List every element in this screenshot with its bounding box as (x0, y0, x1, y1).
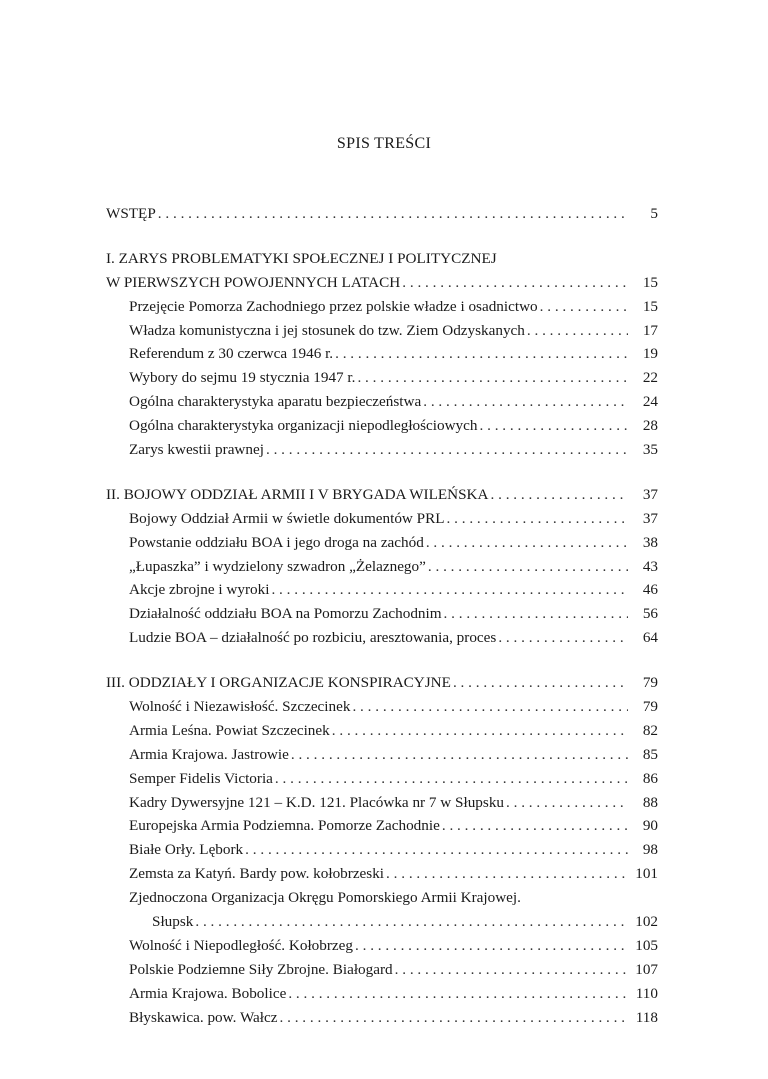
toc-entry-page: 101 (635, 865, 658, 883)
dot-leader (444, 602, 628, 626)
toc-entry-page: 86 (642, 769, 658, 787)
toc-subentry[interactable] (106, 1006, 658, 1030)
toc-entry-label: Semper Fidelis Victoria (129, 769, 273, 787)
table-of-contents (106, 202, 658, 1051)
dot-leader (357, 366, 628, 390)
toc-entry-label: Białe Orły. Lębork (129, 841, 244, 859)
toc-entry[interactable] (106, 202, 658, 226)
toc-entry-page: 17 (642, 321, 658, 339)
toc-subentry[interactable] (106, 438, 658, 462)
toc-entry-label: Błyskawica. pow. Wałcz (129, 1008, 278, 1026)
toc-subentry[interactable] (106, 555, 658, 579)
dot-leader (352, 695, 628, 719)
toc-subentry[interactable] (106, 578, 658, 602)
dot-leader (335, 342, 628, 366)
toc-entry-page: 90 (642, 817, 658, 835)
toc-entry-label: Polskie Podziemne Siły Zbrojne. Białogard (129, 960, 393, 978)
dot-leader (527, 319, 628, 343)
toc-entry-page: 15 (642, 297, 658, 315)
dot-leader (506, 791, 628, 815)
dot-leader (442, 814, 628, 838)
toc-entry-page: 46 (642, 581, 658, 599)
toc-entry-page: 24 (642, 393, 658, 411)
toc-entry-page: 28 (642, 417, 658, 435)
toc-entry-page: 56 (642, 605, 658, 623)
toc-entry-label: Ogólna charakterystyka aparatu bezpieczeństwa (129, 393, 422, 411)
toc-subentry[interactable] (106, 626, 658, 650)
toc-entry-label: WSTĘP (106, 205, 156, 222)
dot-leader (158, 202, 628, 226)
toc-entry-page: 105 (635, 936, 658, 954)
toc-entry-label: Władza komunistyczna i jej stosunek do tzw. Ziem Odzyskanych (129, 321, 525, 339)
toc-chapter-heading[interactable] (106, 483, 658, 507)
toc-entry-label: Bojowy Oddział Armii w świetle dokumentów PRL (129, 509, 445, 527)
toc-subentry[interactable] (106, 862, 658, 886)
toc-entry-page: 98 (642, 841, 658, 859)
toc-entry-label: Zjednoczona Organizacja Okręgu Pomorskiego Armii Krajowej. (129, 889, 521, 907)
toc-entry-page: 88 (642, 793, 658, 811)
toc-entry-page: 118 (635, 1008, 658, 1026)
toc-subentry[interactable] (106, 886, 658, 910)
toc-entry-page: 82 (642, 721, 658, 739)
dot-leader (386, 862, 628, 886)
toc-chapter-title: III. ODDZIAŁY I ORGANIZACJE KONSPIRACYJNE (106, 674, 451, 692)
toc-entry-label: Wolność i Niepodległość. Kołobrzeg (129, 936, 354, 954)
toc-subentry[interactable] (106, 814, 658, 838)
toc-subentry[interactable] (106, 414, 658, 438)
toc-subentries (106, 507, 658, 650)
toc-subentry[interactable] (106, 743, 658, 767)
toc-subentries (106, 695, 658, 1029)
dot-leader (491, 483, 629, 507)
toc-subentry[interactable] (106, 838, 658, 862)
toc-entry-label: Armia Krajowa. Bobolice (129, 984, 287, 1002)
toc-subentry[interactable] (106, 390, 658, 414)
toc-entry-label: Wolność i Niezawisłość. Szczecinek (129, 698, 351, 716)
toc-subentry[interactable] (106, 366, 658, 390)
toc-subentry[interactable] (106, 767, 658, 791)
dot-leader (498, 626, 628, 650)
toc-entry-page: 35 (642, 441, 658, 459)
toc-subentry[interactable] (106, 791, 658, 815)
dot-leader (395, 958, 628, 982)
toc-entry-label: „Łupaszka” i wydzielony szwadron „Żelaznego” (129, 557, 426, 575)
dot-leader (275, 767, 628, 791)
dot-leader (426, 531, 628, 555)
toc-subentry[interactable] (106, 602, 658, 626)
toc-entry-label: Powstanie oddziału BOA i jego droga na zachód (129, 533, 424, 551)
dot-leader (447, 507, 628, 531)
toc-section-intro (106, 202, 658, 226)
dot-leader (271, 578, 628, 602)
toc-subentries (106, 295, 658, 462)
toc-entry-page: 15 (642, 273, 658, 291)
dot-leader (428, 555, 628, 579)
toc-entry-label: Europejska Armia Podziemna. Pomorze Zachodnie (129, 817, 440, 835)
toc-subentry[interactable] (106, 719, 658, 743)
toc-section-part3 (106, 671, 658, 1029)
dot-leader (291, 743, 628, 767)
dot-leader (453, 671, 628, 695)
toc-subentry[interactable] (106, 982, 658, 1006)
page-title: SPIS TREŚCI (336, 135, 432, 152)
dot-leader (540, 295, 628, 319)
toc-chapter-heading[interactable] (106, 671, 658, 695)
dot-leader (288, 982, 628, 1006)
toc-entry-page: 107 (635, 960, 658, 978)
toc-entry-page: 37 (642, 509, 658, 527)
toc-subentry[interactable] (106, 531, 658, 555)
toc-section-part1 (106, 247, 658, 462)
toc-entry-label-cont: Słupsk (152, 913, 194, 931)
toc-entry-page: 79 (642, 698, 658, 716)
dot-leader (355, 934, 628, 958)
toc-entry-page: 64 (642, 629, 658, 647)
dot-leader (195, 910, 628, 934)
toc-entry-page: 79 (642, 674, 658, 692)
toc-subentry[interactable] (106, 695, 658, 719)
toc-chapter-title-line1: I. ZARYS PROBLEMATYKI SPOŁECZNEJ I POLITYCZNEJ (106, 249, 497, 267)
toc-entry-label: Armia Krajowa. Jastrowie (129, 745, 289, 763)
toc-chapter-heading[interactable] (106, 247, 658, 271)
dot-leader (280, 1006, 629, 1030)
toc-subentry[interactable] (106, 507, 658, 531)
toc-subentry-cont[interactable] (106, 910, 658, 934)
toc-entry-label: Akcje zbrojne i wyroki (129, 581, 270, 599)
dot-leader (480, 414, 629, 438)
toc-chapter-title-line2: W PIERWSZYCH POWOJENNYCH LATACH (106, 273, 401, 291)
toc-entry-page: 43 (642, 557, 658, 575)
toc-entry-page: 102 (635, 913, 658, 931)
toc-subentry[interactable] (106, 295, 658, 319)
toc-entry-page: 110 (635, 984, 658, 1002)
toc-entry-page: 19 (642, 345, 658, 363)
dot-leader (423, 390, 628, 414)
toc-entry-label: Wybory do sejmu 19 stycznia 1947 r. (129, 369, 356, 387)
toc-section-part2 (106, 483, 658, 650)
toc-entry-page: 22 (642, 369, 658, 387)
toc-entry-page: 5 (650, 205, 658, 222)
toc-subentry[interactable] (106, 934, 658, 958)
toc-entry-label: Przejęcie Pomorza Zachodniego przez polskie władze i osadnictwo (129, 297, 538, 315)
toc-entry-page: 37 (642, 485, 658, 503)
dot-leader (266, 438, 628, 462)
dot-leader (332, 719, 628, 743)
toc-subentry[interactable] (106, 319, 658, 343)
toc-chapter-heading-cont[interactable] (106, 271, 658, 295)
dot-leader (402, 271, 628, 295)
toc-entry-page: 38 (642, 533, 658, 551)
toc-chapter-title: II. BOJOWY ODDZIAŁ ARMII I V BRYGADA WILEŃSKA (106, 485, 489, 503)
toc-entry-page: 85 (642, 745, 658, 763)
toc-entry-label: Działalność oddziału BOA na Pomorzu Zachodnim (129, 605, 442, 623)
toc-entry-label: Armia Leśna. Powiat Szczecinek (129, 721, 330, 739)
toc-subentry[interactable] (106, 958, 658, 982)
toc-entry-label: Zemsta za Katyń. Bardy pow. kołobrzeski (129, 865, 385, 883)
toc-entry-label: Ludzie BOA – działalność po rozbiciu, aresztowania, proces (129, 629, 497, 647)
toc-entry-label: Zarys kwestii prawnej (129, 441, 264, 459)
toc-entry-label: Kadry Dywersyjne 121 – K.D. 121. Placówka nr 7 w Słupsku (129, 793, 505, 811)
toc-subentry[interactable] (106, 342, 658, 366)
toc-entry-label: Referendum z 30 czerwca 1946 r. (129, 345, 334, 363)
dot-leader (245, 838, 628, 862)
toc-entry-label: Ogólna charakterystyka organizacji niepodległościowych (129, 417, 478, 435)
